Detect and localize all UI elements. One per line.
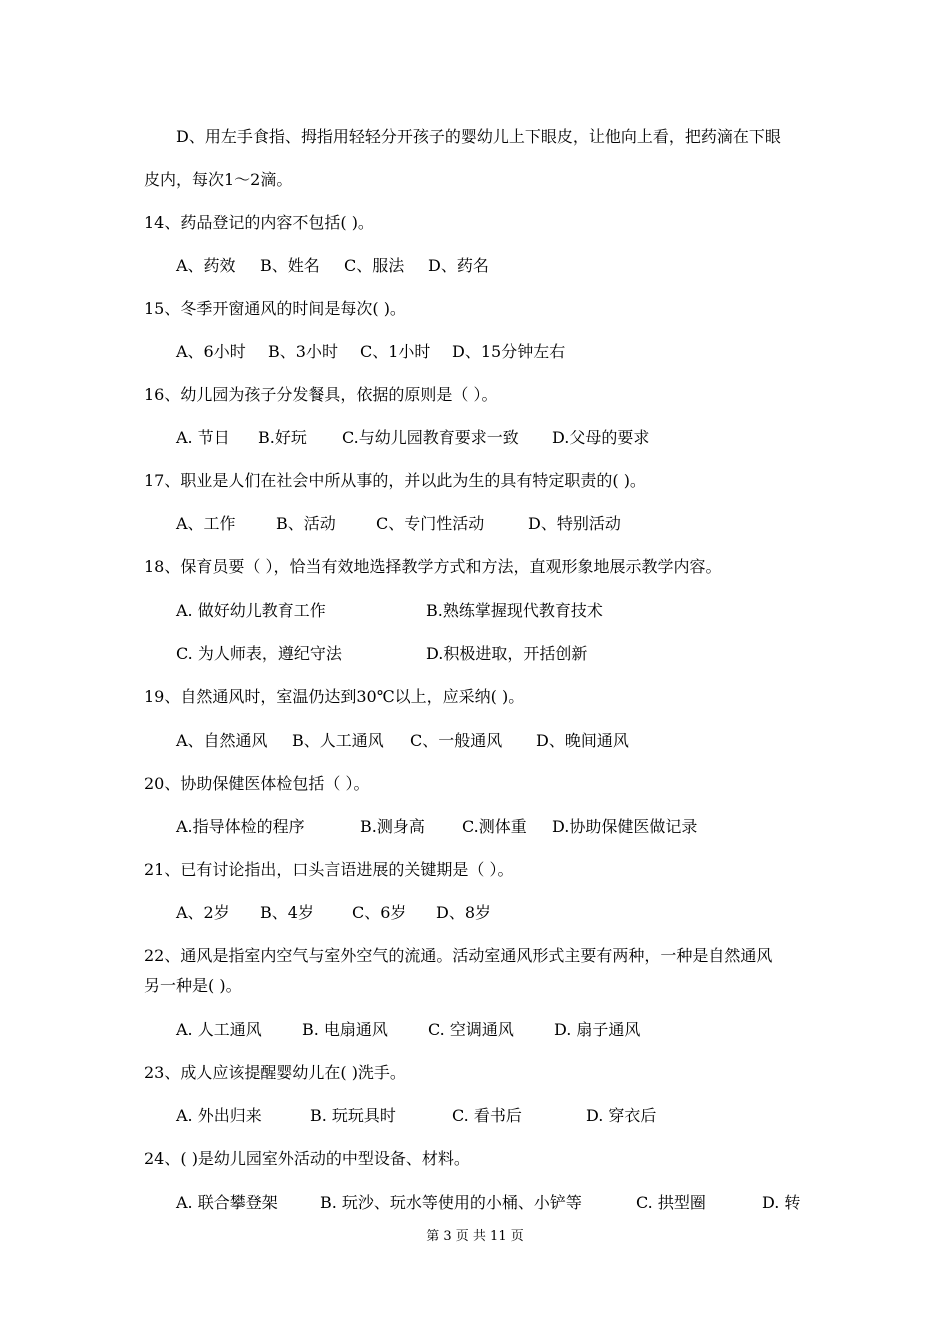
question-19-stem: 19、自然通风时，室温仍达到30℃以上，应采纳( )。	[144, 687, 525, 706]
question-24-option-c: C. 拱型圈	[636, 1193, 706, 1212]
question-22-stem-line1: 22、通风是指室内空气与室外空气的流通。活动室通风形式主要有两种，一种是自然通风	[144, 946, 773, 965]
question-23-option-c: C. 看书后	[452, 1106, 522, 1125]
question-24-option-a: A. 联合攀登架	[176, 1193, 278, 1212]
question-14-stem: 14、药品登记的内容不包括( )。	[144, 213, 374, 232]
prev-option-d-line2: 皮内，每次1～2滴。	[144, 170, 293, 189]
question-14-option-b: B、姓名	[260, 256, 320, 275]
question-15-option-d: D、15分钟左右	[452, 342, 566, 361]
question-15-stem: 15、冬季开窗通风的时间是每次( )。	[144, 299, 406, 318]
question-20-stem: 20、协助保健医体检包括（ ）。	[144, 774, 370, 793]
question-18-option-b: B.熟练掌握现代教育技术	[426, 601, 603, 620]
question-17-option-b: B、活动	[276, 514, 336, 533]
question-22-option-c: C. 空调通风	[428, 1020, 514, 1039]
question-24-stem: 24、( )是幼儿园室外活动的中型设备、材料。	[144, 1149, 470, 1168]
question-15-option-b: B、3小时	[268, 342, 338, 361]
question-21-stem: 21、已有讨论指出，口头言语进展的关键期是（ ）。	[144, 860, 514, 879]
question-21-option-d: D、8岁	[436, 903, 492, 922]
question-16-option-a: A. 节日	[176, 428, 230, 447]
question-24-option-d: D. 转	[762, 1193, 801, 1212]
page-number-footer: 第 3 页 共 11 页	[426, 1229, 524, 1244]
question-22-option-b: B. 电扇通风	[302, 1020, 388, 1039]
question-20-option-a: A.指导体检的程序	[176, 817, 305, 836]
question-20-option-b: B.测身高	[360, 817, 425, 836]
question-22-stem-line2: 另一种是( )。	[144, 976, 242, 995]
question-20-option-c: C.测体重	[462, 817, 527, 836]
question-22-option-d: D. 扇子通风	[554, 1020, 641, 1039]
question-22-option-a: A. 人工通风	[176, 1020, 262, 1039]
question-16-option-b: B.好玩	[258, 428, 307, 447]
question-19-option-b: B、人工通风	[292, 731, 384, 750]
question-23-option-a: A. 外出归来	[176, 1106, 262, 1125]
question-14-option-d: D、药名	[428, 256, 489, 275]
question-17-option-d: D、特别活动	[528, 514, 621, 533]
question-17-stem: 17、职业是人们在社会中所从事的，并以此为生的具有特定职责的( )。	[144, 471, 646, 490]
question-16-option-c: C.与幼儿园教育要求一致	[342, 428, 519, 447]
question-19-option-a: A、自然通风	[176, 731, 268, 750]
question-15-option-c: C、1小时	[360, 342, 431, 361]
question-17-option-a: A、工作	[176, 514, 236, 533]
question-23-stem: 23、成人应该提醒婴幼儿在( )洗手。	[144, 1063, 406, 1082]
question-18-option-a: A. 做好幼儿教育工作	[176, 601, 326, 620]
question-23-option-b: B. 玩玩具时	[310, 1106, 396, 1125]
question-16-option-d: D.父母的要求	[552, 428, 650, 447]
question-14-option-a: A、药效	[176, 256, 236, 275]
question-18-option-c: C. 为人师表，遵纪守法	[176, 644, 342, 663]
question-14-option-c: C、服法	[344, 256, 405, 275]
question-18-stem: 18、保育员要（ ），恰当有效地选择教学方式和方法，直观形象地展示教学内容。	[144, 557, 722, 576]
question-17-option-c: C、专门性活动	[376, 514, 485, 533]
question-18-option-d: D.积极进取，开括创新	[426, 644, 588, 663]
question-24-option-b: B. 玩沙、玩水等使用的小桶、小铲等	[320, 1193, 582, 1212]
question-23-option-d: D. 穿衣后	[586, 1106, 657, 1125]
question-15-option-a: A、6小时	[176, 342, 246, 361]
question-20-option-d: D.协助保健医做记录	[552, 817, 698, 836]
question-21-option-c: C、6岁	[352, 903, 407, 922]
question-19-option-d: D、晚间通风	[536, 731, 629, 750]
question-19-option-c: C、一般通风	[410, 731, 503, 750]
question-16-stem: 16、幼儿园为孩子分发餐具，依据的原则是（ ）。	[144, 385, 498, 404]
question-21-option-b: B、4岁	[260, 903, 314, 922]
prev-option-d-line1: D、用左手食指、拇指用轻轻分开孩子的婴幼儿上下眼皮，让他向上看，把药滴在下眼	[176, 127, 781, 146]
question-21-option-a: A、2岁	[176, 903, 230, 922]
